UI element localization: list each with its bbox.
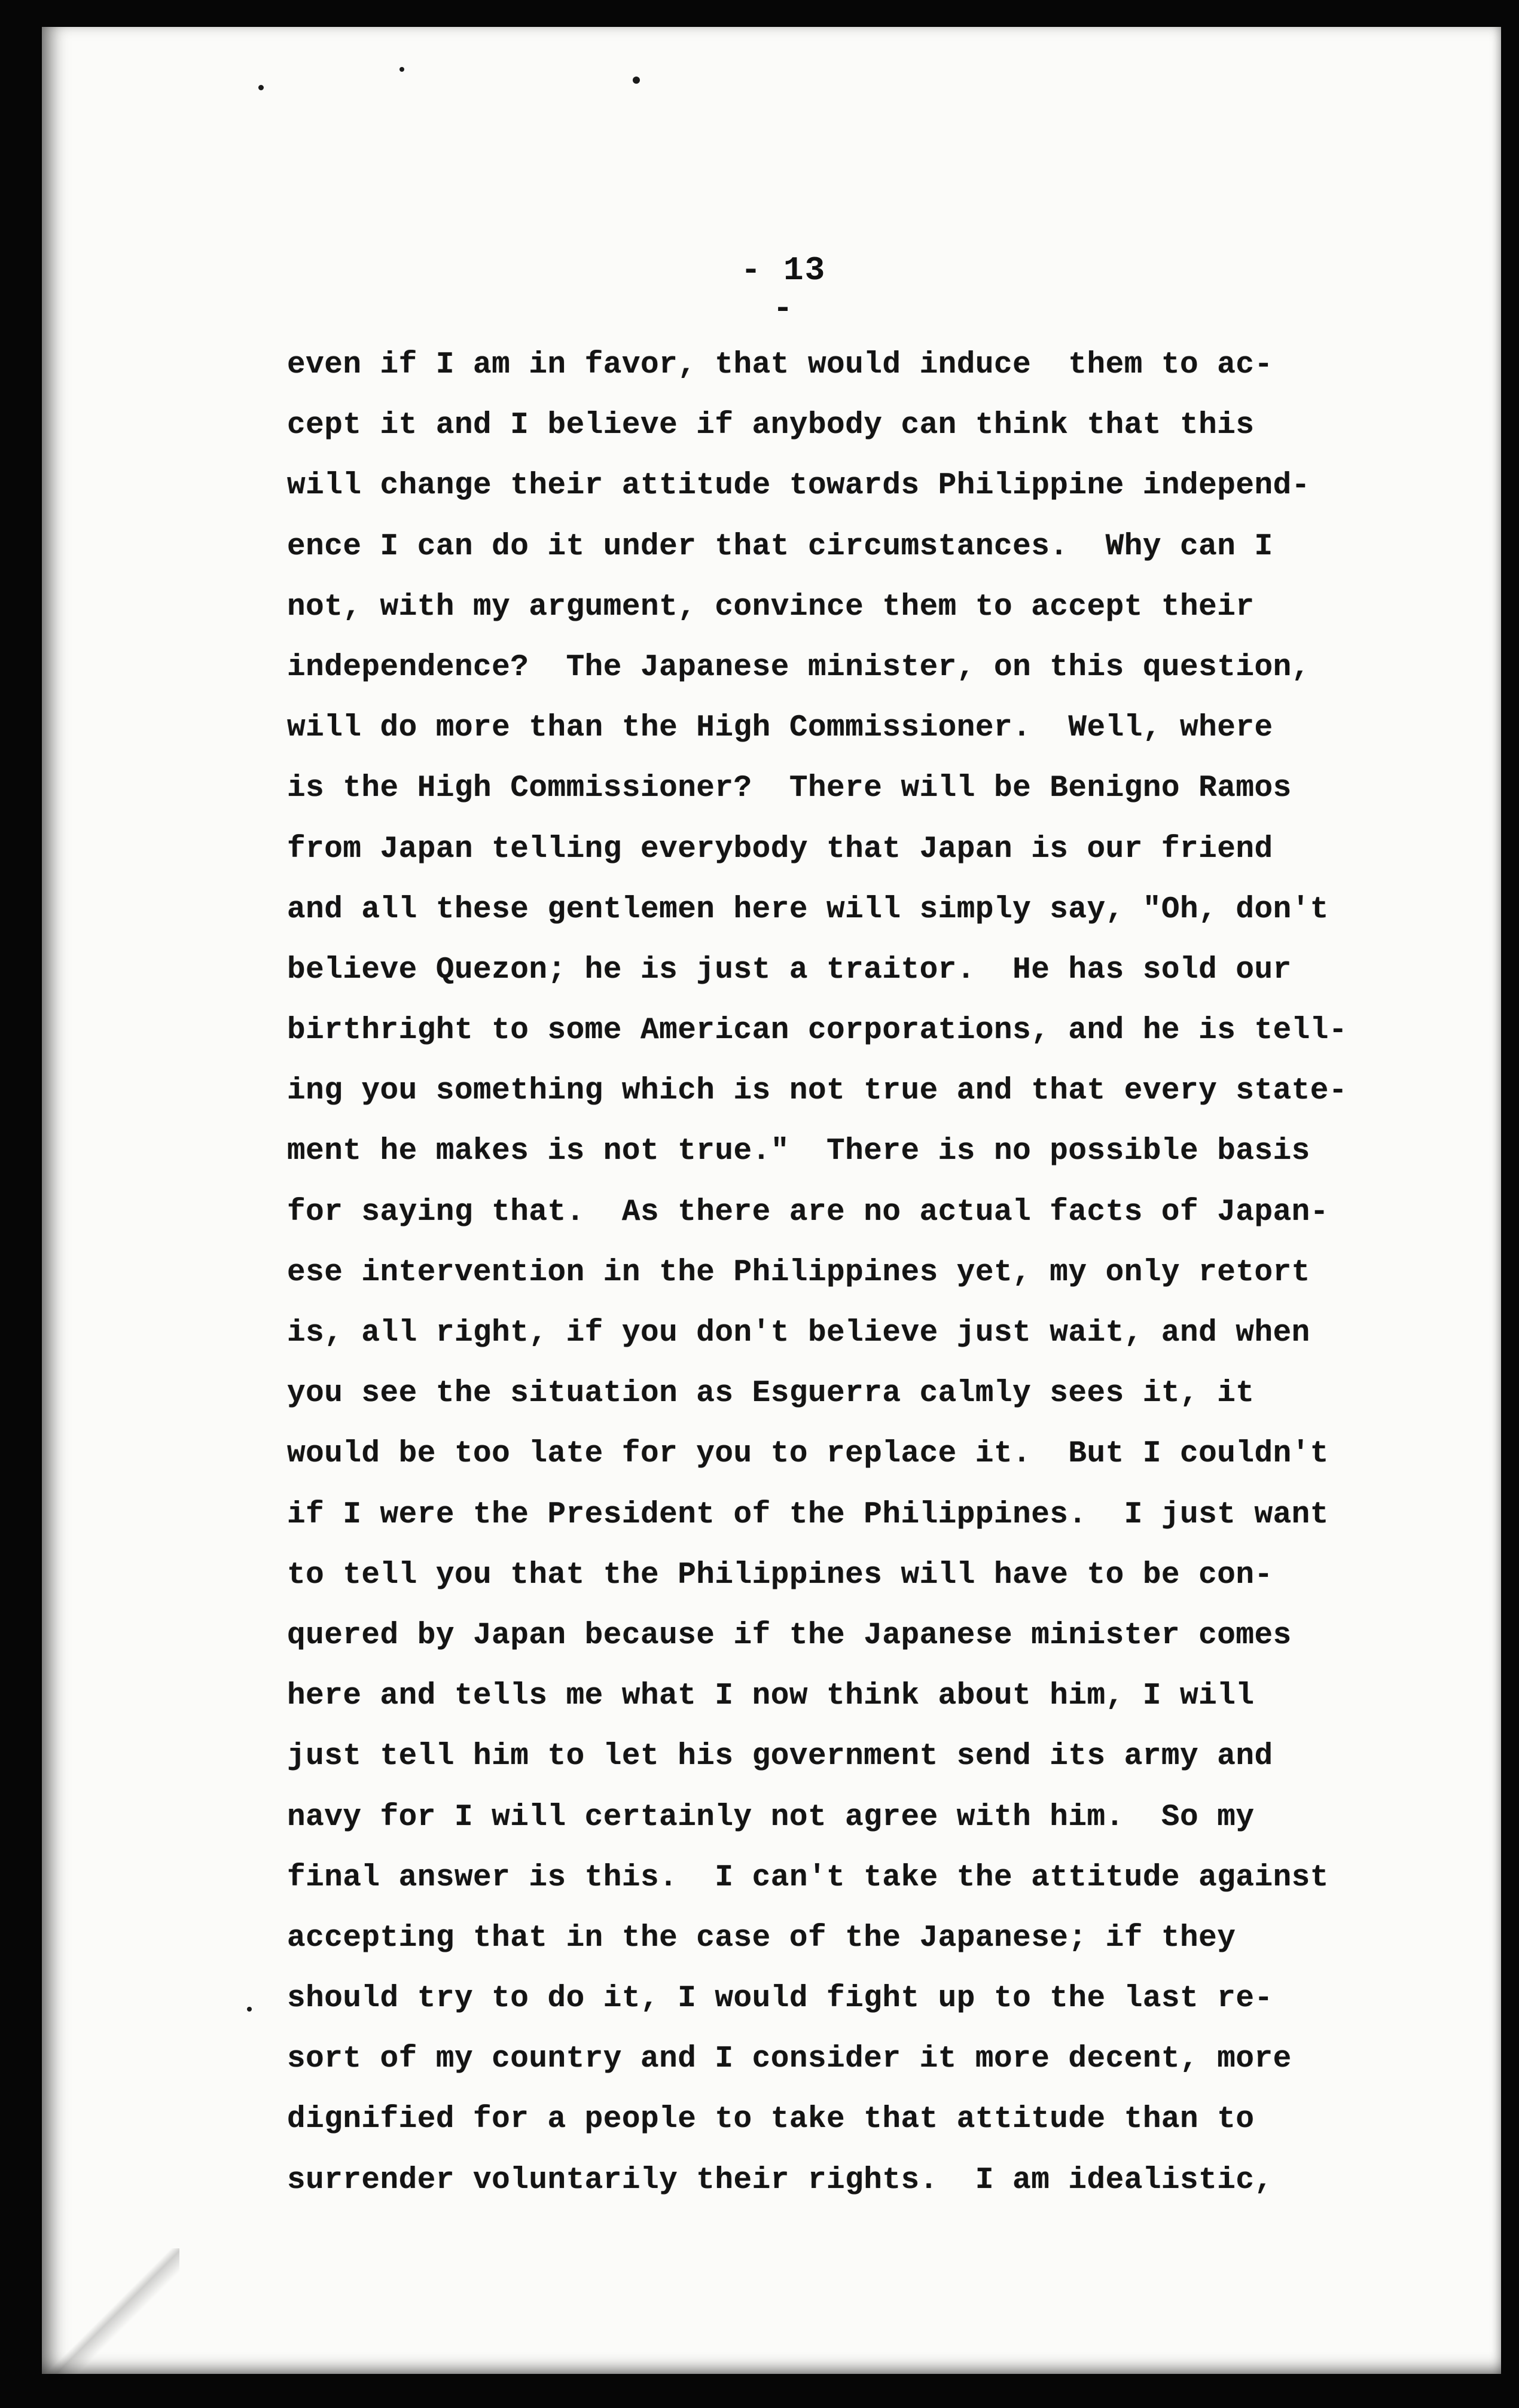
text-line: dignified for a people to take that attitude than to <box>287 2102 1255 2137</box>
text-line: ment he makes is not true." There is no possible basis <box>287 1134 1310 1169</box>
ink-speck <box>258 85 264 90</box>
text-line: sort of my country and I consider it more decent, more <box>287 2042 1292 2077</box>
text-line: ence I can do it under that circumstances. Why can I <box>287 529 1273 564</box>
text-line: believe Quezon; he is just a traitor. He has sold our <box>287 953 1292 987</box>
text-line: independence? The Japanese minister, on this question, <box>287 650 1310 685</box>
ink-speck <box>247 2007 252 2012</box>
text-line: ing you something which is not true and that every state- <box>287 1074 1347 1109</box>
text-line: should try to do it, I would fight up to the last re- <box>287 1982 1273 2016</box>
text-line: accepting that in the case of the Japanese; if they <box>287 1921 1236 1955</box>
text-line: final answer is this. I can't take the attitude against <box>287 1860 1329 1895</box>
text-line: will do more than the High Commissioner. Well, where <box>287 711 1273 746</box>
text-line: for saying that. As there are no actual facts of Japan- <box>287 1195 1329 1229</box>
text-line: is the High Commissioner? There will be Benigno Ramos <box>287 771 1292 806</box>
text-line: ese intervention in the Philippines yet, my only retort <box>287 1255 1310 1290</box>
text-line: just tell him to let his government send its army and <box>287 1739 1273 1774</box>
text-line: surrender voluntarily their rights. I am idealistic, <box>287 2163 1273 2198</box>
text-line: here and tells me what I now think about him, I will <box>287 1679 1255 1714</box>
text-line: is, all right, if you don't believe just wait, and when <box>287 1316 1310 1350</box>
text-line: from Japan telling everybody that Japan is our friend <box>287 832 1273 866</box>
text-line: not, with my argument, convince them to accept their <box>287 590 1255 624</box>
page-fold <box>42 2248 179 2380</box>
page-number: - 13 - <box>740 251 826 328</box>
text-line: will change their attitude towards Philippine independ- <box>287 469 1310 503</box>
text-line: to tell you that the Philippines will have to be con- <box>287 1558 1273 1592</box>
text-line: would be too late for you to replace it. But I couldn't <box>287 1437 1329 1472</box>
text-line: you see the situation as Esguerra calmly sees it, it <box>287 1377 1255 1411</box>
text-line: quered by Japan because if the Japanese minister comes <box>287 1618 1292 1653</box>
text-line: navy for I will certainly not agree with him. So my <box>287 1800 1255 1835</box>
text-line: birthright to some American corporations, and he is tell- <box>287 1014 1347 1048</box>
text-line: if I were the President of the Philippines. I just want <box>287 1497 1329 1532</box>
ink-speck <box>633 77 640 84</box>
text-line: cept it and I believe if anybody can think that this <box>287 408 1255 443</box>
page-body <box>287 335 1411 2211</box>
text-line: and all these gentlemen here will simply say, "Oh, don't <box>287 892 1329 927</box>
ink-speck <box>399 67 404 72</box>
text-line: even if I am in favor, that would induce them to ac- <box>287 348 1273 382</box>
